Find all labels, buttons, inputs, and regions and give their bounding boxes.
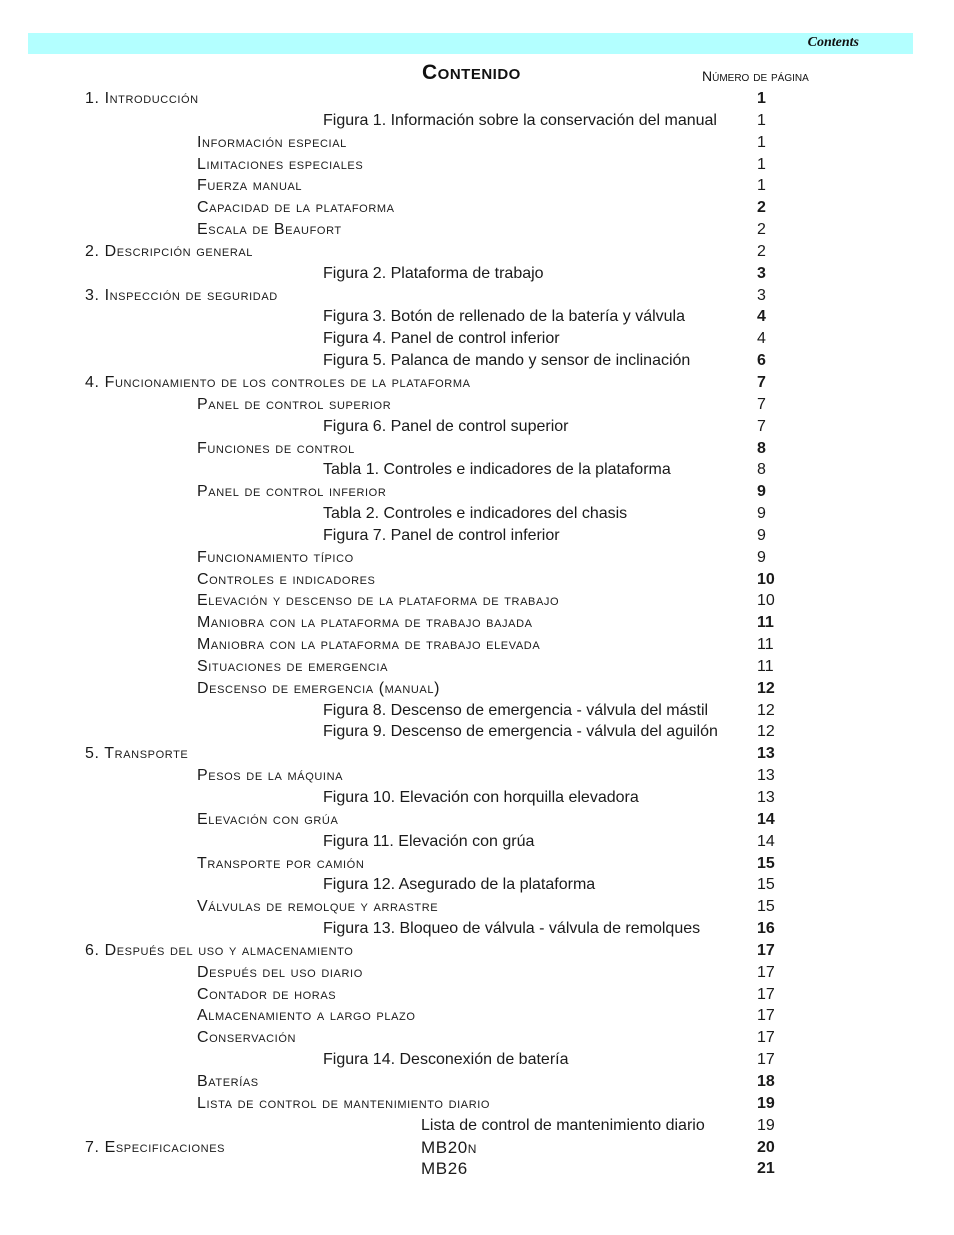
toc-entry-title: Lista de control de mantenimiento diario	[197, 1094, 491, 1112]
toc-entry-page: 7	[757, 417, 766, 435]
toc-entry-title: Transporte por camión	[197, 854, 365, 872]
toc-entry-title: Funcionamiento típico	[197, 548, 354, 566]
toc-entry-title: Figura 4. Panel de control inferior	[323, 330, 560, 348]
toc-entry-title: Figura 6. Panel de control superior	[323, 417, 569, 435]
toc-entry-title: Figura 2. Plataforma de trabajo	[323, 264, 544, 282]
toc-entry-title: 7. Especificaciones	[85, 1138, 226, 1156]
toc-entry-page: 10	[757, 592, 775, 610]
toc-entry-page: 13	[757, 745, 775, 763]
toc-entry[interactable]	[0, 896, 954, 918]
toc-entry-page: 12	[757, 723, 775, 741]
toc-entry-title: Figura 5. Palanca de mando y sensor de inclinación	[323, 352, 691, 370]
toc-entry-title: Válvulas de remolque y arrastre	[197, 898, 439, 916]
toc-entry[interactable]	[0, 962, 954, 984]
toc-entry[interactable]	[0, 459, 954, 481]
toc-entry-title: 4. Funcionamiento de los controles de la plataforma	[85, 373, 471, 391]
toc-entry-page: 21	[757, 1160, 775, 1178]
toc-entry[interactable]	[0, 306, 954, 328]
toc-entry[interactable]	[0, 612, 954, 634]
toc-entry-title: Figura 12. Asegurado de la plataforma	[323, 876, 596, 894]
toc-entry-page: 17	[757, 963, 775, 981]
toc-entry-title: Contador de horas	[197, 985, 337, 1003]
toc-entry-title: Elevación con grúa	[197, 810, 339, 828]
toc-entry-page: 1	[757, 177, 766, 195]
table-of-contents	[0, 88, 954, 1180]
toc-entry-title: Figura 1. Información sobre la conservación del manual	[323, 111, 717, 129]
toc-entry-title: 2. Descripción general	[85, 242, 254, 260]
toc-entry[interactable]	[0, 438, 954, 460]
toc-entry-title: 3. Inspección de seguridad	[85, 286, 278, 304]
toc-entry-title: 6. Después del uso y almacenamiento	[85, 941, 354, 959]
toc-entry-title: Figura 3. Botón de rellenado de la batería y válvula	[323, 308, 686, 326]
toc-entry[interactable]	[0, 241, 954, 263]
toc-entry-page: 14	[757, 832, 775, 850]
toc-entry[interactable]	[0, 110, 954, 132]
toc-entry[interactable]	[0, 634, 954, 656]
toc-entry-title: 1. Introducción	[85, 90, 199, 107]
toc-entry-page: 8	[757, 439, 766, 457]
toc-entry[interactable]	[0, 809, 954, 831]
toc-entry-page: 1	[757, 155, 766, 173]
toc-entry[interactable]	[0, 743, 954, 765]
toc-entry[interactable]	[0, 328, 954, 350]
toc-entry-page: 1	[757, 90, 766, 107]
toc-entry-page: 17	[757, 941, 775, 959]
toc-entry[interactable]	[0, 874, 954, 896]
toc-entry-page: 17	[757, 985, 775, 1003]
toc-entry-title: Figura 8. Descenso de emergencia - válvula del mástil	[323, 701, 709, 719]
toc-entry-title: Controles e indicadores	[197, 570, 376, 588]
toc-entry-title: Maniobra con la plataforma de trabajo bajada	[197, 614, 533, 632]
toc-entry-page: 18	[757, 1072, 775, 1090]
toc-entry[interactable]	[0, 656, 954, 678]
toc-entry[interactable]	[0, 1093, 954, 1115]
toc-entry[interactable]	[0, 503, 954, 525]
toc-entry[interactable]	[0, 1137, 954, 1159]
toc-entry[interactable]	[0, 132, 954, 154]
toc-entry-page: 2	[757, 199, 766, 217]
toc-entry-page: 15	[757, 876, 775, 894]
toc-entry[interactable]	[0, 1115, 954, 1137]
toc-entry-page: 11	[757, 636, 774, 654]
toc-entry-title: Situaciones de emergencia	[197, 657, 389, 675]
toc-entry[interactable]	[0, 590, 954, 612]
toc-entry-page: 8	[757, 461, 766, 479]
toc-entry-title: Panel de control inferior	[197, 483, 387, 501]
toc-entry[interactable]	[0, 765, 954, 787]
toc-entry[interactable]	[0, 831, 954, 853]
toc-entry-page: 19	[757, 1094, 775, 1112]
document-title: Contenido	[422, 61, 521, 84]
page-number-column-label: Número de página	[702, 68, 809, 84]
toc-entry-title: Información especial	[197, 133, 347, 151]
spec-model-label: MB20n	[421, 1137, 478, 1157]
toc-entry-page: 12	[757, 679, 775, 697]
toc-entry[interactable]	[0, 394, 954, 416]
toc-entry-page: 1	[757, 133, 766, 151]
toc-entry-page: 13	[757, 789, 775, 806]
toc-entry-title: Figura 10. Elevación con horquilla elevadora	[323, 789, 639, 806]
toc-entry-title: Tabla 2. Controles e indicadores del chasis	[323, 505, 628, 523]
toc-entry-title: Fuerza manual	[197, 177, 303, 195]
toc-entry[interactable]	[0, 1158, 954, 1180]
toc-entry[interactable]	[0, 481, 954, 503]
toc-entry[interactable]	[0, 700, 954, 722]
toc-entry-title: Lista de control de mantenimiento diario	[421, 1116, 705, 1134]
toc-entry-title: Figura 13. Bloqueo de válvula - válvula de remolques	[323, 920, 701, 938]
toc-entry-title: Figura 11. Elevación con grúa	[323, 832, 535, 850]
toc-entry[interactable]	[0, 547, 954, 569]
toc-entry[interactable]	[0, 416, 954, 438]
toc-entry-title: Elevación y descenso de la plataforma de trabajo	[197, 592, 560, 610]
toc-entry-page: 12	[757, 701, 775, 719]
toc-entry-title: Figura 9. Descenso de emergencia - válvula del aguilón	[323, 723, 718, 741]
toc-entry[interactable]	[0, 787, 954, 809]
toc-entry-page: 15	[757, 898, 775, 916]
toc-entry-page: 9	[757, 483, 766, 501]
toc-entry-title: Capacidad de la plataforma	[197, 199, 395, 217]
toc-entry-page: 11	[757, 657, 774, 675]
toc-entry-page: 20	[757, 1138, 775, 1156]
toc-entry-page: 16	[757, 920, 775, 938]
spec-model-label: MB26	[421, 1159, 468, 1179]
toc-entry[interactable]	[0, 219, 954, 241]
toc-entry[interactable]	[0, 1049, 954, 1071]
toc-entry[interactable]	[0, 285, 954, 307]
toc-entry-title: Conservación	[197, 1029, 297, 1047]
toc-entry-page: 6	[757, 352, 766, 370]
toc-entry-page: 7	[757, 395, 766, 413]
toc-entry[interactable]	[0, 350, 954, 372]
toc-entry[interactable]	[0, 154, 954, 176]
toc-entry[interactable]	[0, 197, 954, 219]
toc-entry-page: 2	[757, 242, 766, 260]
toc-entry[interactable]	[0, 1027, 954, 1049]
toc-entry[interactable]	[0, 1071, 954, 1093]
toc-entry-page: 4	[757, 330, 766, 348]
toc-entry[interactable]	[0, 175, 954, 197]
toc-entry-title: Almacenamiento a largo plazo	[197, 1007, 416, 1025]
toc-entry[interactable]	[0, 569, 954, 591]
toc-entry-title: Baterías	[197, 1072, 259, 1090]
toc-entry-page: 3	[757, 286, 766, 304]
toc-entry-page: 2	[757, 221, 766, 239]
toc-entry[interactable]	[0, 940, 954, 962]
toc-entry-page: 13	[757, 767, 775, 785]
toc-entry-title: Limitaciones especiales	[197, 155, 364, 173]
toc-entry-page: 10	[757, 570, 775, 588]
toc-entry-page: 17	[757, 1029, 775, 1047]
toc-entry-page: 19	[757, 1116, 775, 1134]
toc-entry-title: Maniobra con la plataforma de trabajo elevada	[197, 636, 541, 654]
toc-entry-title: Funciones de control	[197, 439, 355, 457]
toc-entry[interactable]	[0, 263, 954, 285]
toc-entry-page: 7	[757, 373, 766, 391]
toc-entry-page: 15	[757, 854, 775, 872]
header-label: Contents	[807, 35, 859, 50]
toc-entry-page: 9	[757, 505, 766, 523]
toc-entry[interactable]	[0, 678, 954, 700]
toc-entry[interactable]	[0, 1005, 954, 1027]
toc-entry-title: Figura 7. Panel de control inferior	[323, 526, 560, 544]
toc-entry-title: 5. Transporte	[85, 745, 189, 763]
toc-entry-page: 17	[757, 1007, 775, 1025]
toc-entry-title: Figura 14. Desconexión de batería	[323, 1051, 569, 1069]
toc-entry[interactable]	[0, 984, 954, 1006]
toc-entry-title: Después del uso diario	[197, 963, 363, 981]
toc-entry[interactable]	[0, 721, 954, 743]
toc-entry-title: Panel de control superior	[197, 395, 392, 413]
toc-entry[interactable]	[0, 88, 954, 110]
toc-entry-title: Tabla 1. Controles e indicadores de la plataforma	[323, 461, 671, 479]
toc-entry[interactable]	[0, 853, 954, 875]
toc-entry[interactable]	[0, 525, 954, 547]
toc-entry-page: 14	[757, 810, 775, 828]
toc-entry-page: 11	[757, 614, 774, 632]
toc-entry[interactable]	[0, 918, 954, 940]
toc-entry-page: 9	[757, 526, 766, 544]
header-bar	[28, 33, 913, 54]
toc-entry-page: 9	[757, 548, 766, 566]
toc-entry-page: 4	[757, 308, 766, 326]
toc-entry-title: Descenso de emergencia (manual)	[197, 679, 441, 697]
toc-entry-title: Escala de Beaufort	[197, 221, 342, 239]
toc-entry[interactable]	[0, 372, 954, 394]
toc-entry-page: 17	[757, 1051, 775, 1069]
toc-entry-page: 3	[757, 264, 766, 282]
toc-entry-page: 1	[757, 111, 766, 129]
toc-entry-title: Pesos de la máquina	[197, 767, 344, 785]
